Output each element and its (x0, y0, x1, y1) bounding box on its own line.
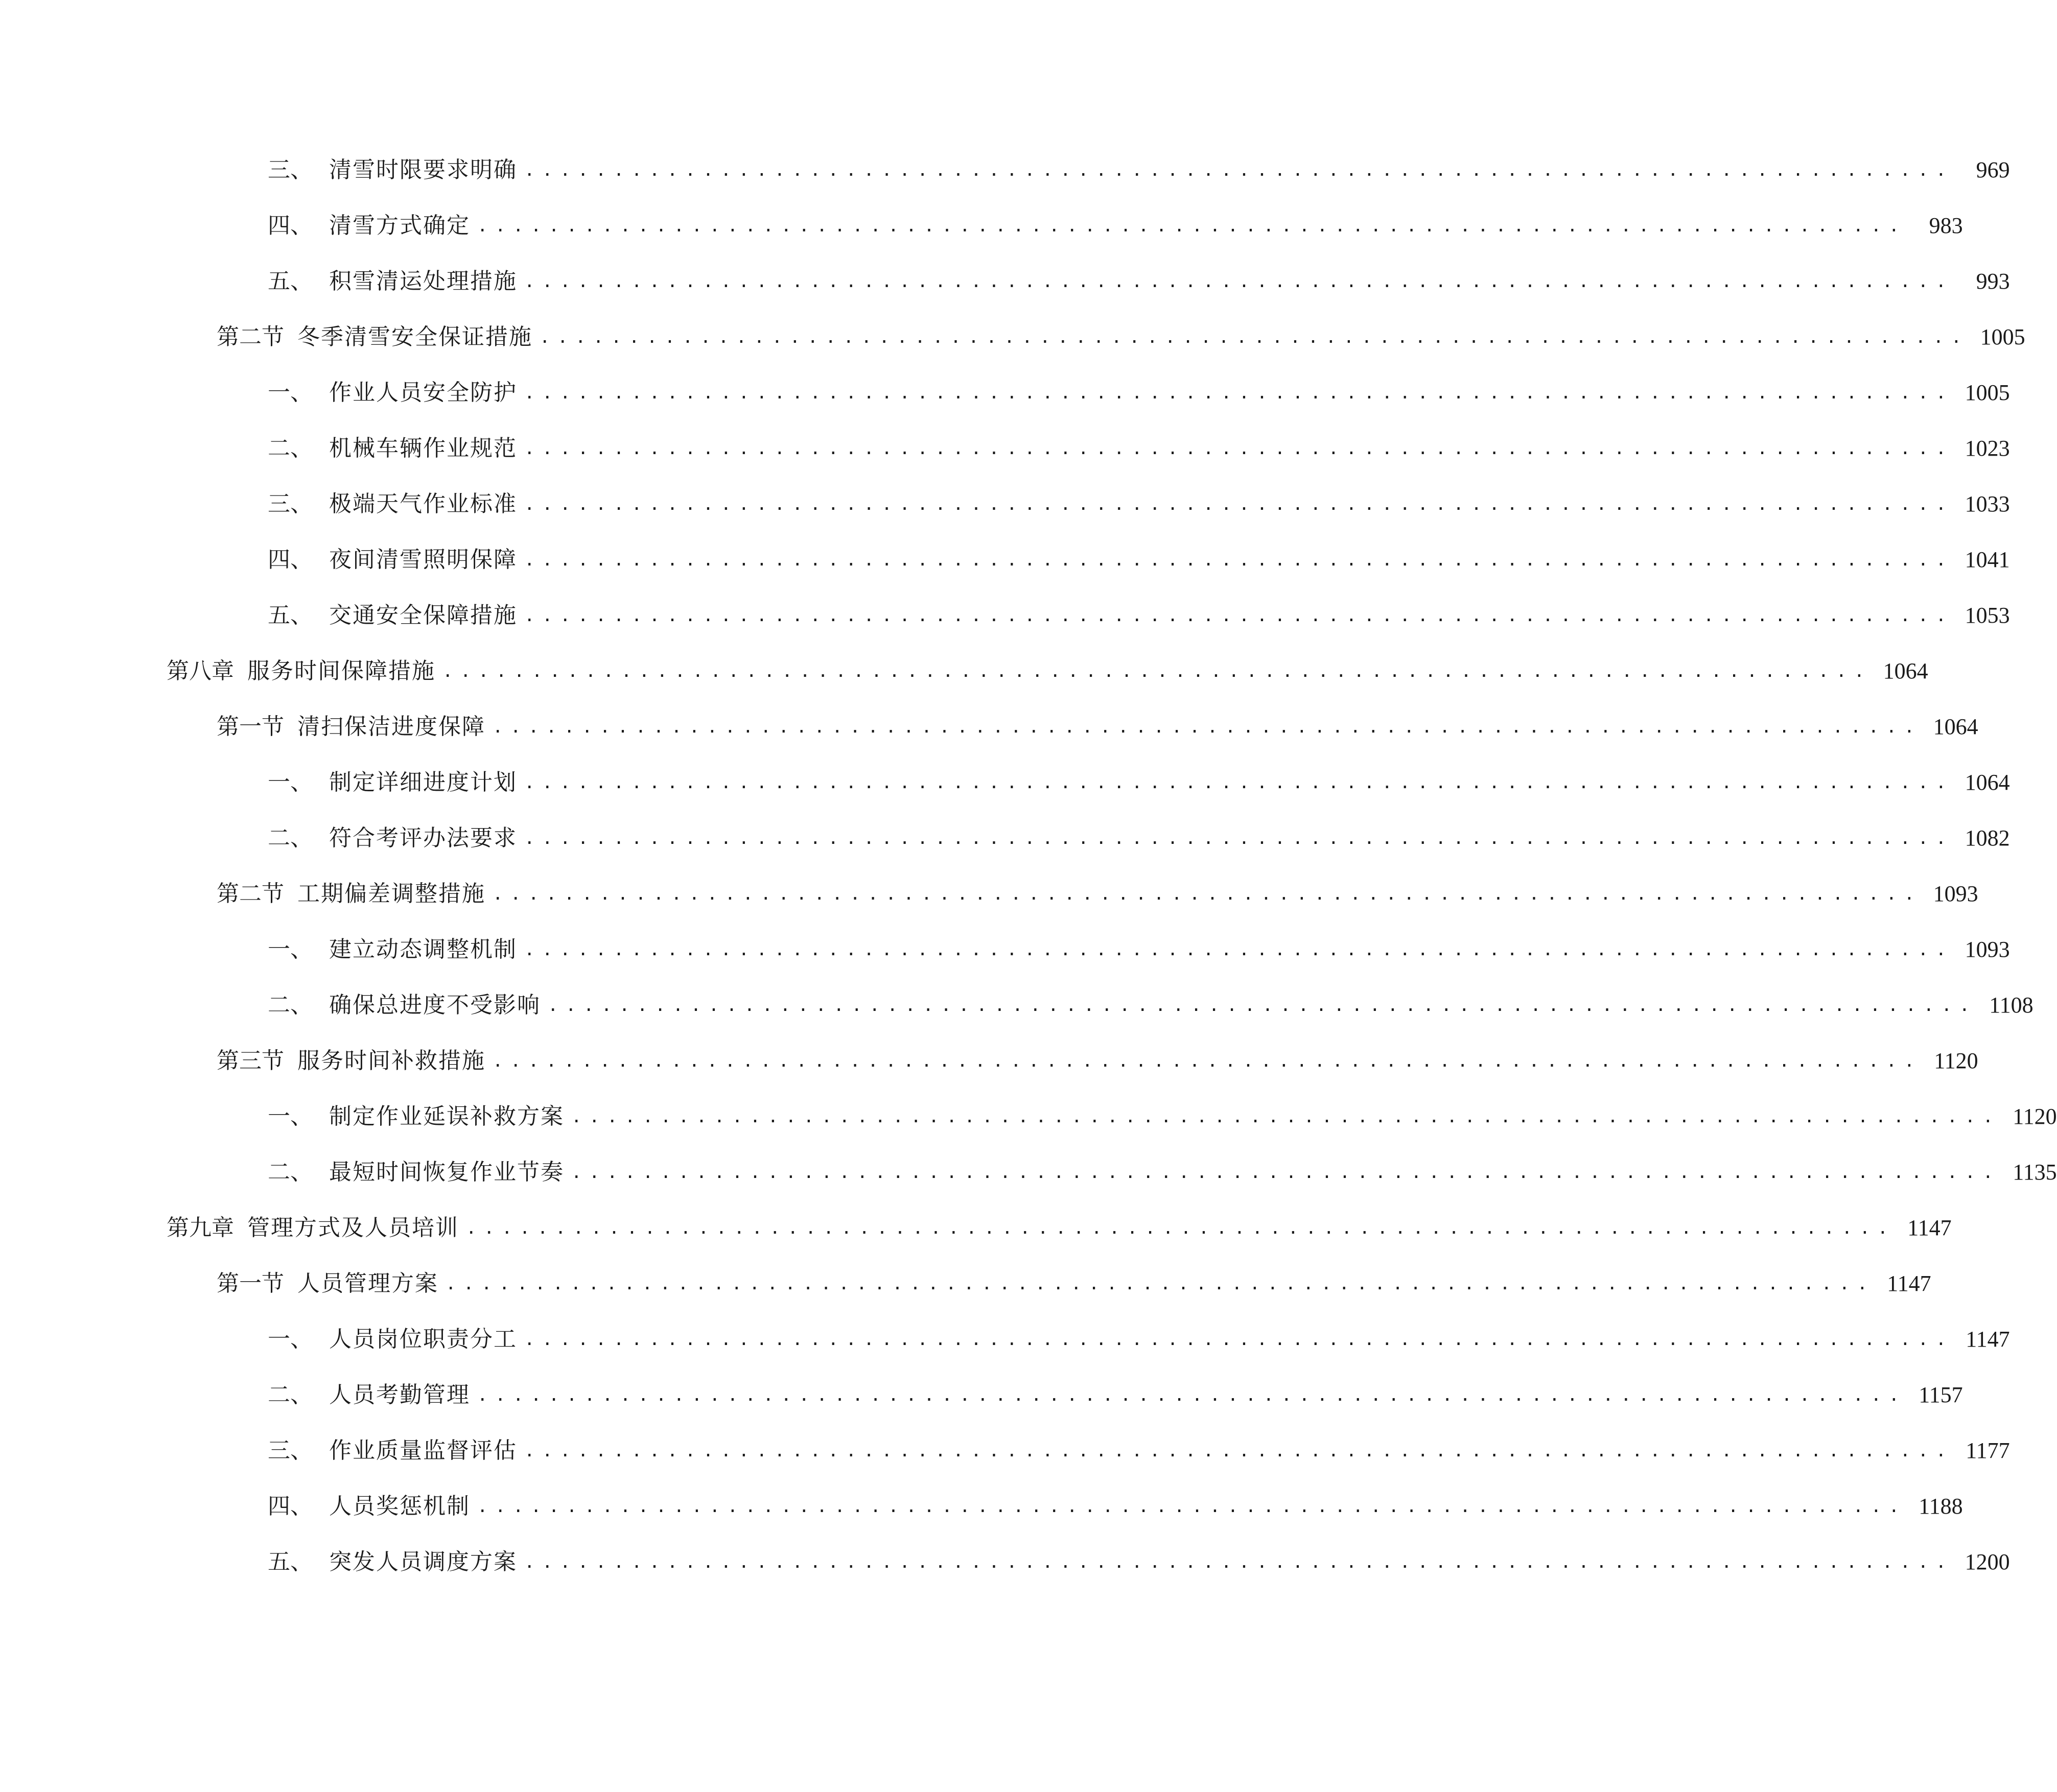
toc-entry[interactable] (167, 1208, 1952, 1248)
toc-entry-number: 第二节 (217, 881, 284, 907)
toc-entry-title: 服务时间补救措施 (297, 1048, 485, 1074)
toc-entry-page: 1064 (1883, 658, 1928, 683)
toc-entry-page: 1041 (1965, 547, 2010, 572)
toc-entry-number: 五、 (268, 1549, 313, 1575)
toc-dot-leader: ................................................................................ (524, 160, 1954, 180)
toc-dot-leader: ................................................................................ (524, 772, 1954, 793)
toc-entry[interactable] (268, 762, 2010, 803)
toc-dot-leader: ................................................................................ (493, 884, 1922, 904)
toc-entry-page: 1120 (2013, 1104, 2057, 1129)
toc-entry-page: 1093 (1965, 937, 2010, 962)
toc-entry[interactable] (268, 595, 2010, 636)
toc-entry-number: 四、 (268, 1493, 313, 1519)
toc-entry-title: 机械车辆作业规范 (329, 435, 517, 461)
toc-entry-number: 第九章 (167, 1215, 234, 1241)
toc-entry-title: 积雪清运处理措施 (329, 268, 517, 294)
toc-entry[interactable] (268, 1542, 2010, 1583)
toc-entry[interactable] (268, 205, 1963, 246)
toc-entry-page: 1064 (1933, 714, 1978, 739)
toc-entry[interactable] (217, 706, 1978, 747)
toc-entry-page: 1147 (1907, 1215, 1952, 1240)
toc-entry[interactable] (268, 1152, 2057, 1193)
toc-entry[interactable] (268, 818, 2010, 859)
toc-entry-number: 三、 (268, 1437, 313, 1464)
toc-entry[interactable] (268, 985, 2033, 1026)
toc-entry[interactable] (217, 874, 1978, 914)
toc-dot-leader: ................................................................................ (442, 661, 1872, 681)
toc-entry-title: 交通安全保障措施 (329, 602, 517, 628)
toc-entry[interactable] (268, 1096, 2057, 1137)
toc-entry-title: 人员考勤管理 (329, 1382, 470, 1408)
toc-entry[interactable] (268, 1486, 1963, 1527)
toc-dot-leader: ................................................................................ (466, 1218, 1896, 1238)
toc-entry[interactable] (217, 1263, 1931, 1304)
toc-entry-page: 1147 (1966, 1327, 2010, 1352)
toc-entry-number: 一、 (268, 936, 313, 962)
toc-entry-page: 993 (1976, 269, 2010, 294)
toc-entry-page: 1064 (1965, 770, 2010, 795)
toc-entry-title: 突发人员调度方案 (329, 1549, 517, 1575)
toc-entry[interactable] (217, 1041, 1978, 1081)
toc-dot-leader: ................................................................................ (571, 1162, 2001, 1183)
toc-entry[interactable] (268, 484, 2010, 525)
toc-entry-title: 人员岗位职责分工 (329, 1326, 517, 1352)
toc-dot-leader: ................................................................................ (446, 1274, 1875, 1294)
toc-entry-page: 1188 (1919, 1494, 1963, 1519)
toc-entry[interactable] (268, 150, 2010, 191)
toc-entry[interactable] (268, 1319, 2010, 1360)
toc-entry-page: 1093 (1933, 881, 1978, 906)
toc-dot-leader: ................................................................................ (571, 1106, 2001, 1127)
toc-entry-number: 第三节 (217, 1048, 284, 1074)
toc-entry-page: 1147 (1887, 1271, 1931, 1296)
toc-entry[interactable] (268, 1430, 2010, 1471)
toc-dot-leader: ................................................................................ (540, 327, 1969, 347)
toc-dot-leader: ................................................................................ (524, 1552, 1954, 1572)
toc-dot-leader: ................................................................................ (493, 1051, 1922, 1071)
toc-entry-page: 969 (1976, 157, 2010, 182)
toc-dot-leader: ................................................................................ (477, 1385, 1907, 1405)
toc-entry-title: 冬季清雪安全保证措施 (297, 324, 532, 350)
toc-dot-leader: ................................................................................ (524, 494, 1954, 514)
toc-entry-number: 第八章 (167, 658, 234, 684)
toc-entry[interactable] (268, 372, 2010, 413)
toc-dot-leader: ................................................................................ (524, 605, 1954, 626)
toc-entry-title: 制定作业延误补救方案 (329, 1103, 564, 1129)
toc-dot-leader: ................................................................................ (524, 1441, 1954, 1461)
toc-entry-title: 服务时间保障措施 (247, 658, 435, 684)
toc-entry-page: 983 (1929, 213, 1963, 238)
toc-entry-page: 1120 (1934, 1048, 1978, 1073)
toc-entry-number: 第二节 (217, 324, 284, 350)
toc-entry-page: 1108 (1989, 993, 2033, 1018)
toc-dot-leader: ................................................................................ (524, 438, 1954, 459)
toc-entry-page: 1082 (1965, 826, 2010, 851)
toc-entry-title: 极端天气作业标准 (329, 491, 517, 517)
toc-entry-title: 最短时间恢复作业节奏 (329, 1159, 564, 1185)
toc-entry-number: 一、 (268, 769, 313, 795)
toc-entry-title: 人员管理方案 (297, 1270, 438, 1296)
toc-entry-title: 制定详细进度计划 (329, 769, 517, 795)
toc-entry-page: 1135 (2013, 1160, 2057, 1185)
toc-entry-title: 工期偏差调整措施 (297, 881, 485, 907)
toc-entry-title: 人员奖惩机制 (329, 1493, 470, 1519)
toc-entry-title: 确保总进度不受影响 (329, 992, 541, 1018)
toc-entry[interactable] (268, 1375, 1963, 1416)
toc-entry[interactable] (167, 651, 1928, 692)
toc-entry-number: 第一节 (217, 714, 284, 740)
toc-dot-leader: ................................................................................ (524, 828, 1954, 848)
toc-entry-title: 符合考评办法要求 (329, 825, 517, 851)
toc-dot-leader: ................................................................................ (548, 995, 1977, 1016)
toc-entry-page: 1177 (1966, 1438, 2010, 1463)
toc-dot-leader: ................................................................................ (524, 271, 1954, 292)
toc-entry-page: 1005 (1980, 324, 2025, 349)
toc-entry-number: 一、 (268, 1326, 313, 1352)
toc-dot-leader: ................................................................................ (524, 1329, 1954, 1350)
toc-entry-number: 四、 (268, 213, 313, 239)
toc-entry-number: 四、 (268, 547, 313, 573)
toc-entry-title: 管理方式及人员培训 (247, 1215, 459, 1241)
toc-entry-number: 三、 (268, 491, 313, 517)
toc-entry-title: 清雪方式确定 (329, 213, 470, 239)
toc-entry-number: 二、 (268, 435, 313, 461)
toc-dot-leader: ................................................................................ (477, 1496, 1907, 1517)
toc-entry-title: 清雪时限要求明确 (329, 157, 517, 183)
toc-entry[interactable] (268, 428, 2010, 469)
toc-dot-leader: ................................................................................ (477, 216, 1907, 236)
toc-entry[interactable] (217, 317, 2025, 358)
toc-entry-number: 一、 (268, 1103, 313, 1129)
toc-entry-title: 清扫保洁进度保障 (297, 714, 485, 740)
toc-entry-page: 1033 (1965, 491, 2010, 516)
toc-entry-page: 1005 (1965, 380, 2010, 405)
toc-entry[interactable] (268, 539, 2010, 580)
toc-entry-page: 1200 (1965, 1549, 2010, 1574)
toc-entry-number: 二、 (268, 825, 313, 851)
toc-entry-title: 作业人员安全防护 (329, 380, 517, 406)
toc-entry-title: 夜间清雪照明保障 (329, 547, 517, 573)
toc-dot-leader: ................................................................................ (493, 717, 1922, 737)
toc-entry-page: 1157 (1919, 1382, 1963, 1407)
toc-entry-page: 1023 (1965, 436, 2010, 461)
toc-entry-number: 二、 (268, 992, 313, 1018)
toc-dot-leader: ................................................................................ (524, 939, 1954, 960)
toc-entry-number: 五、 (268, 268, 313, 294)
toc-entry-title: 建立动态调整机制 (329, 936, 517, 962)
toc-dot-leader: ................................................................................ (524, 550, 1954, 570)
toc-entry-number: 二、 (268, 1382, 313, 1408)
toc-entry[interactable] (268, 929, 2010, 970)
toc-dot-leader: ................................................................................ (524, 383, 1954, 403)
toc-entry-title: 作业质量监督评估 (329, 1437, 517, 1464)
toc-entry-number: 第一节 (217, 1270, 284, 1296)
toc-entry-number: 五、 (268, 602, 313, 628)
toc-entry[interactable] (268, 261, 2010, 302)
toc-entry-page: 1053 (1965, 603, 2010, 628)
toc-entry-number: 一、 (268, 380, 313, 406)
toc-entry-number: 三、 (268, 157, 313, 183)
toc-entry-number: 二、 (268, 1159, 313, 1185)
